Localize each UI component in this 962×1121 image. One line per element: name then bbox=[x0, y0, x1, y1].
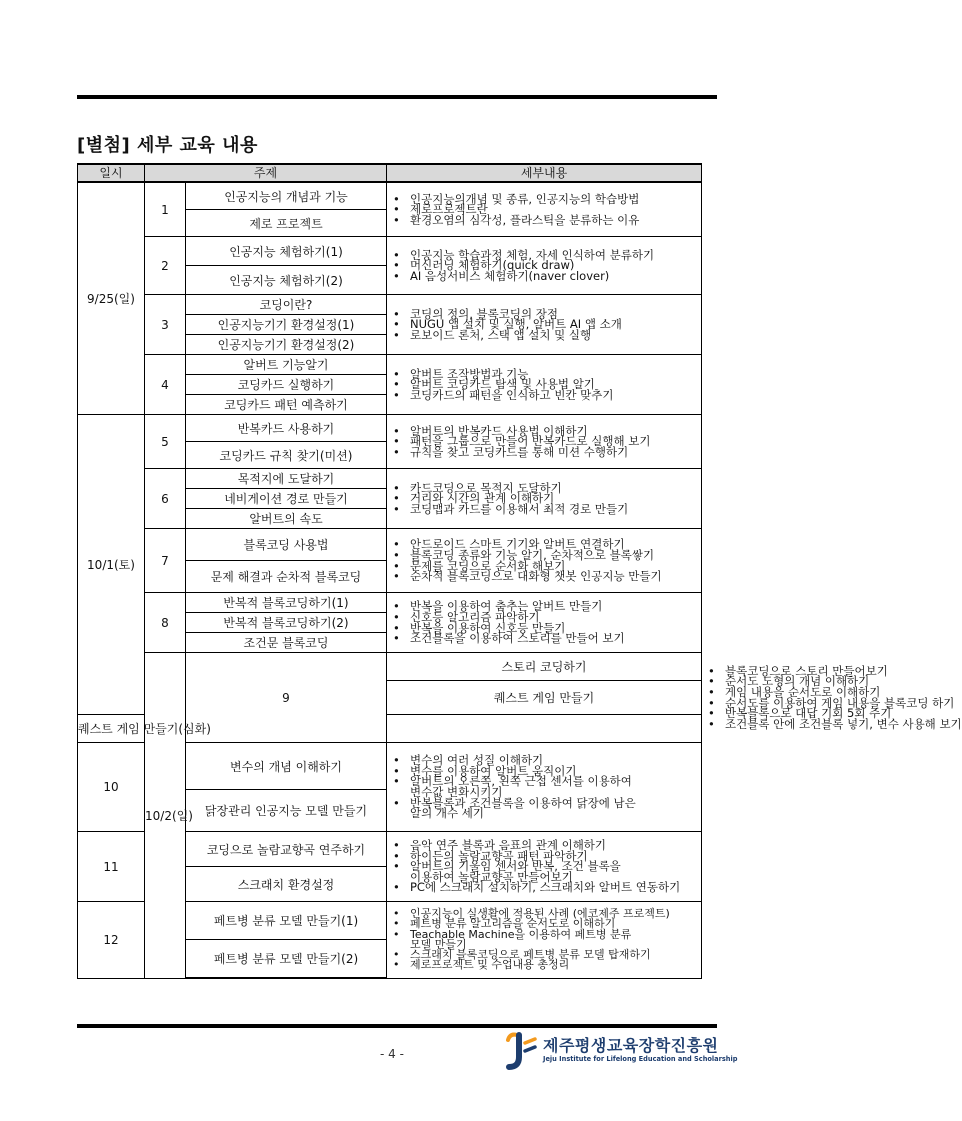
detail-item: • 거리와 시간의 관계 이해하기 bbox=[391, 493, 695, 504]
detail-item: • 게임 내용을 순서도로 이해하기 bbox=[706, 687, 725, 698]
detail-item: • 제로프로젝트 및 수업내용 총정리 bbox=[391, 960, 695, 970]
session-number: 1 bbox=[145, 182, 186, 237]
day-cell: 9/25(일) bbox=[78, 182, 145, 415]
topic-cell: 제로 프로젝트 bbox=[186, 210, 387, 237]
detail-item: • 페트병 분류 알고리즘을 순서도로 이해하기 bbox=[391, 919, 695, 929]
detail-item: • 음악 연주 블록과 음표의 관계 이해하기 bbox=[391, 840, 695, 851]
org-logo bbox=[503, 1031, 738, 1071]
detail-item: • 코딩맵과 카드를 이용해서 최적 경로 만들기 bbox=[391, 504, 695, 515]
detail-item: • 신호등 알고리즘 파악하기 bbox=[391, 612, 695, 623]
detail-item: • 카드코딩으로 목적지 도달하기 bbox=[391, 483, 695, 494]
topic-cell: 코딩카드 패턴 예측하기 bbox=[186, 395, 387, 415]
top-rule bbox=[77, 95, 717, 99]
session-number: 7 bbox=[145, 529, 186, 593]
session-number: 11 bbox=[78, 832, 145, 902]
detail-cell bbox=[387, 355, 702, 415]
table-row bbox=[78, 182, 702, 210]
topic-cell: 조건문 블록코딩 bbox=[186, 633, 387, 653]
session-number: 9 bbox=[186, 653, 387, 743]
detail-item: • 순차적 블록코딩으로 대화형 챗봇 인공지능 만들기 bbox=[391, 571, 695, 582]
detail-item: • 스크래치 블록코딩으로 페트병 분류 모델 탑재하기 bbox=[391, 950, 695, 960]
session-number: 5 bbox=[145, 415, 186, 469]
detail-item: • 알버트의 반복카드 사용법 이해하기 bbox=[391, 426, 695, 437]
detail-cell bbox=[387, 743, 702, 832]
detail-item: • 조건블록 안에 조건블록 넣기, 변수 사용해 보기 bbox=[706, 719, 725, 730]
topic-cell: 인공지능 체험하기(1) bbox=[186, 237, 387, 266]
detail-item: • 알버트 코딩카드 탐색 및 사용법 알기 bbox=[391, 379, 695, 390]
detail-cell bbox=[387, 529, 702, 593]
table-row bbox=[78, 593, 702, 613]
topic-cell: 알버트 기능알기 bbox=[186, 355, 387, 375]
detail-item: • PC에 스크래치 설치하기, 스크래치와 알버트 연동하기 bbox=[391, 882, 695, 893]
detail-item: • 환경오염의 심각성, 플라스틱을 분류하는 이유 bbox=[391, 215, 695, 226]
detail-cell bbox=[387, 237, 702, 295]
header-day: 일시 bbox=[78, 164, 145, 182]
day-cell: 10/2(일) bbox=[145, 653, 186, 979]
page-number: - 4 - bbox=[380, 1047, 404, 1061]
table-row bbox=[78, 469, 702, 489]
topic-cell: 스크래치 환경설정 bbox=[186, 867, 387, 902]
header-topic: 주제 bbox=[145, 164, 387, 182]
detail-item: • 알버트의 기울임 센서와 반복, 조건 블록을 bbox=[391, 861, 695, 872]
detail-item: • Teachable Machine을 이용하여 페트병 분류 bbox=[391, 930, 695, 940]
detail-cell bbox=[387, 832, 702, 902]
org-name-english: Jeju Institute for Lifelong Education and Scholarship bbox=[543, 1055, 738, 1063]
detail-item: • 인공지능이 실생활에 적용된 사례 (에코제주 프로젝트) bbox=[391, 909, 695, 919]
detail-item-continued: 변수값 변화시키기 bbox=[410, 785, 503, 799]
table-row bbox=[78, 295, 702, 315]
detail-cell bbox=[387, 902, 702, 979]
detail-item: • 머신러닝 체험하기(quick draw) bbox=[391, 260, 695, 271]
bottom-rule bbox=[77, 1024, 717, 1028]
topic-cell: 코딩이란? bbox=[186, 295, 387, 315]
page-title: [별첨] 세부 교육 내용 bbox=[77, 135, 258, 156]
topic-cell: 인공지능 체험하기(2) bbox=[186, 266, 387, 295]
session-number: 12 bbox=[78, 902, 145, 979]
detail-item: • NUGU 앱 설치 및 실행, 알버트 AI 앱 소개 bbox=[391, 319, 695, 330]
detail-item: • 제로프로젝트란 bbox=[391, 204, 695, 215]
detail-cell bbox=[387, 469, 702, 529]
topic-cell: 변수의 개념 이해하기 bbox=[186, 743, 387, 790]
detail-item: • 반복을 이용하여 신호등 만들기 bbox=[391, 623, 695, 634]
schedule-table bbox=[77, 163, 962, 979]
header-detail: 세부내용 bbox=[387, 164, 702, 182]
detail-cell bbox=[387, 182, 702, 237]
detail-item-continued: 모델 만들기 bbox=[410, 937, 467, 951]
session-number: 4 bbox=[145, 355, 186, 415]
detail-item: • 패턴을 그룹으로 만들어 반복카드로 실행해 보기 bbox=[391, 436, 695, 447]
session-number: 6 bbox=[145, 469, 186, 529]
table-row bbox=[78, 415, 702, 442]
topic-cell: 페트병 분류 모델 만들기(2) bbox=[186, 940, 387, 979]
detail-item: • 코딩의 정의, 블록코딩의 장점 bbox=[391, 309, 695, 320]
topic-cell: 페트병 분류 모델 만들기(1) bbox=[186, 902, 387, 940]
detail-item: • 규칙을 찾고 코딩카드를 통해 미션 수행하기 bbox=[391, 447, 695, 458]
detail-item: • 반복블록으로 대답 기회 5회 주기 bbox=[706, 708, 725, 719]
topic-cell: 네비게이션 경로 만들기 bbox=[186, 489, 387, 509]
topic-cell: 코딩으로 놀람교향곡 연주하기 bbox=[186, 832, 387, 867]
topic-cell: 반복적 블록코딩하기(1) bbox=[186, 593, 387, 613]
detail-item: • 알버트의 오른쪽, 왼쪽 근접 센서를 이용하여 bbox=[391, 776, 695, 787]
org-name: 제주평생교육장학진흥원 bbox=[543, 1036, 719, 1055]
detail-item: • 인공지능 학습과정 체험, 자세 인식하여 분류하기 bbox=[391, 250, 695, 261]
detail-item: • 블록코딩으로 스토리 만들어보기 bbox=[706, 666, 725, 677]
topic-cell: 인공지능의 개념과 기능 bbox=[186, 182, 387, 210]
detail-item: • 순서도 도형의 개념 이해하기 bbox=[706, 676, 725, 687]
topic-cell: 스토리 코딩하기 bbox=[387, 653, 702, 681]
session-number: 3 bbox=[145, 295, 186, 355]
session-number: 8 bbox=[145, 593, 186, 653]
detail-item-continued: 이용하여 놀람교향곡 만들어보기 bbox=[410, 869, 573, 884]
session-number: 2 bbox=[145, 237, 186, 295]
topic-cell: 퀘스트 게임 만들기(심화) bbox=[78, 715, 145, 743]
detail-cell bbox=[387, 415, 702, 469]
table-row bbox=[78, 653, 702, 681]
detail-item: • 인공지능의개념 및 종류, 인공지능의 학습방법 bbox=[391, 194, 695, 205]
detail-item: • 하이든의 놀람교향곡 패턴 파악하기 bbox=[391, 851, 695, 862]
topic-cell: 코딩카드 규칙 찾기(미션) bbox=[186, 442, 387, 469]
detail-item: • 순서도를 이용하여 게임 내용을 블록코딩 하기 bbox=[706, 698, 725, 709]
topic-cell: 블록코딩 사용법 bbox=[186, 529, 387, 561]
detail-item: • 안드로이드 스마트 기기와 알버트 연결하기 bbox=[391, 539, 695, 550]
topic-cell: 코딩카드 실행하기 bbox=[186, 375, 387, 395]
topic-cell: 목적지에 도달하기 bbox=[186, 469, 387, 489]
detail-item: • 반복블록과 조건블록을 이용하여 닭장에 남은 bbox=[391, 798, 695, 809]
logo-mark-icon bbox=[503, 1031, 539, 1071]
topic-cell: 인공지능기기 환경설정(1) bbox=[186, 315, 387, 335]
detail-item: • 변수를 이용하여 알버트 움직이기 bbox=[391, 766, 695, 777]
table-row bbox=[78, 355, 702, 375]
detail-item: • 블록코딩 종류와 기능 알기, 순차적으로 블록쌓기 bbox=[391, 550, 695, 561]
detail-item: • AI 음성서비스 체험하기(naver clover) bbox=[391, 271, 695, 282]
topic-cell: 퀘스트 게임 만들기 bbox=[387, 681, 702, 715]
detail-item-continued: 알의 개수 세기 bbox=[410, 806, 484, 821]
table-row bbox=[78, 237, 702, 266]
detail-item: • 알버트 조작방법과 기능 bbox=[391, 369, 695, 380]
detail-cell bbox=[387, 295, 702, 355]
detail-cell bbox=[387, 593, 702, 653]
session-number: 10 bbox=[78, 743, 145, 832]
detail-item: • 코딩카드의 패턴을 인식하고 빈칸 맞추기 bbox=[391, 390, 695, 401]
detail-item: • 반복을 이용하여 춤추는 알버트 만들기 bbox=[391, 601, 695, 612]
topic-cell: 반복적 블록코딩하기(2) bbox=[186, 613, 387, 633]
topic-cell: 알버트의 속도 bbox=[186, 509, 387, 529]
detail-item: • 변수의 여러 성질 이해하기 bbox=[391, 755, 695, 766]
topic-cell: 문제 해결과 순차적 블록코딩 bbox=[186, 561, 387, 593]
topic-cell: 반복카드 사용하기 bbox=[186, 415, 387, 442]
detail-item: • 문제를 코딩으로 순서화 해보기 bbox=[391, 561, 695, 572]
detail-item: • 조건블록을 이용하여 스토리를 만들어 보기 bbox=[391, 633, 695, 644]
table-row bbox=[78, 529, 702, 561]
header-row bbox=[78, 164, 702, 182]
topic-cell: 인공지능기기 환경설정(2) bbox=[186, 335, 387, 355]
day-cell: 10/1(토) bbox=[78, 415, 145, 715]
topic-cell: 닭장관리 인공지능 모델 만들기 bbox=[186, 790, 387, 832]
detail-item: • 로보이드 론처, 스택 앱 설치 및 실행 bbox=[391, 330, 695, 341]
